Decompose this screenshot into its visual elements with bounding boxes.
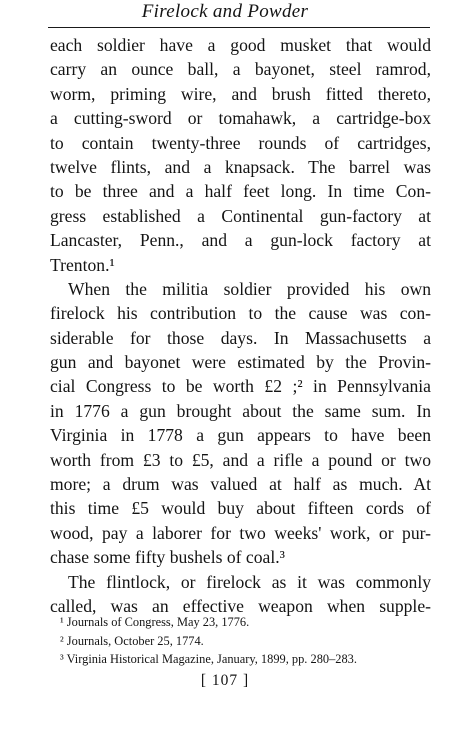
- text-line: a cutting-sword or tomahawk, a cartridge-box: [50, 108, 431, 129]
- text-line: The flintlock, or firelock as it was commonly: [68, 571, 431, 592]
- footnote: ² Journals, October 25, 1774.: [60, 633, 204, 648]
- text-line: twelve flints, and a knapsack. The barrel was: [50, 156, 431, 177]
- text-line: cial Congress to be worth £2 ;² in Pennsylvania: [50, 376, 431, 397]
- text-line: Virginia in 1778 a gun appears to have been: [50, 425, 431, 446]
- text-line: in 1776 a gun brought about the same sum. In: [50, 400, 431, 421]
- text-line: gress established a Continental gun-factory at: [50, 205, 431, 226]
- text-line: Lancaster, Penn., and a gun-lock factory at: [50, 230, 431, 251]
- text-line: worm, priming wire, and brush fitted thereto,: [50, 83, 431, 104]
- text-line: gun and bayonet were estimated by the Provin-: [50, 352, 431, 373]
- text-line: wood, pay a laborer for two weeks' work, or pur-: [50, 522, 431, 543]
- text-line: firelock his contribution to the cause was con-: [50, 303, 431, 324]
- text-line: to contain twenty-three rounds of cartridges,: [50, 132, 431, 153]
- text-line: chase some fifty bushels of coal.³: [50, 547, 285, 568]
- text-line: When the militia soldier provided his own: [68, 278, 431, 299]
- text-line: siderable for those days. In Massachusetts a: [50, 327, 431, 348]
- text-line: this time £5 would buy about fifteen cords of: [50, 498, 431, 519]
- running-head: Firelock and Powder: [141, 1, 309, 22]
- header-rule: [48, 27, 430, 28]
- footnote: ³ Virginia Historical Magazine, January, 1899, pp. 280–283.: [60, 652, 357, 666]
- text-line: each soldier have a good musket that would: [50, 35, 431, 55]
- text-line: Trenton.¹: [50, 254, 115, 275]
- body-text: [50, 33, 431, 618]
- text-line: more; a drum was valued at half as much. At: [50, 474, 431, 495]
- text-line: called, was an effective weapon when supple-: [50, 595, 431, 616]
- footnotes: [50, 613, 431, 669]
- footnote: ¹ Journals of Congress, May 23, 1776.: [60, 615, 250, 629]
- text-line: carry an ounce ball, a bayonet, steel ramrod,: [50, 59, 431, 80]
- page-number: [ 107 ]: [200, 672, 250, 689]
- text-line: to be three and a half feet long. In time Con-: [50, 181, 431, 202]
- text-line: worth from £3 to £5, and a rifle a pound or two: [50, 449, 431, 470]
